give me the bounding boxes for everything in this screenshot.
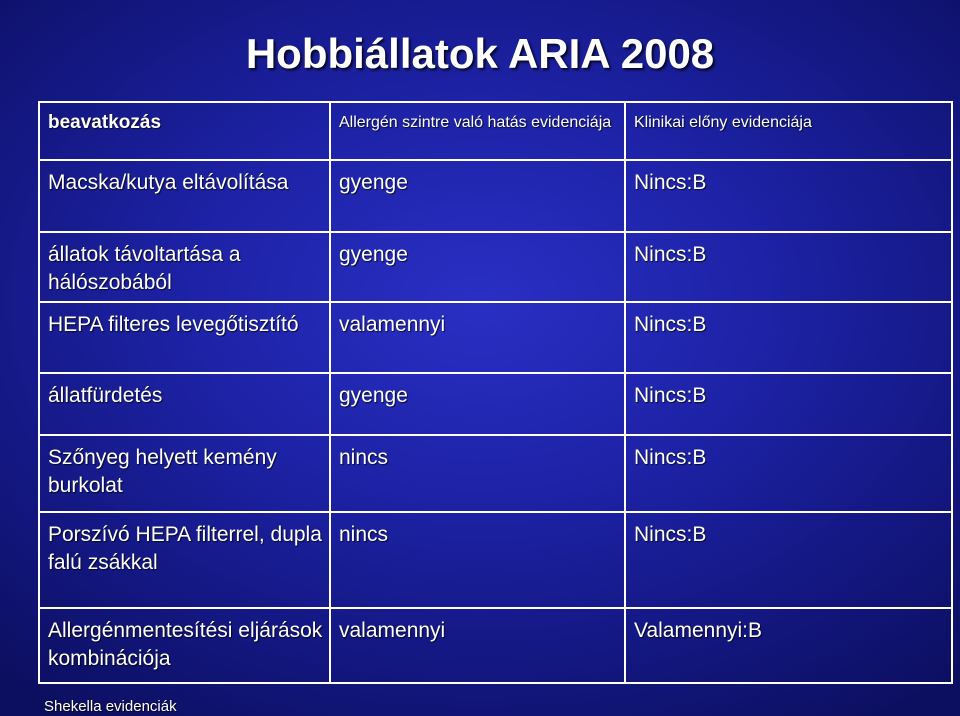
table-cell: Nincs:B bbox=[625, 302, 952, 373]
table-row bbox=[39, 373, 952, 435]
table-row bbox=[39, 160, 952, 232]
table-cell: HEPA filteres levegőtisztító bbox=[39, 302, 330, 373]
table-cell: nincs bbox=[330, 512, 625, 608]
slide-title: Hobbiállatok ARIA 2008 bbox=[245, 30, 715, 77]
table-cell: Macska/kutya eltávolítása bbox=[39, 160, 330, 232]
table-cell: gyenge bbox=[330, 373, 625, 435]
evidence-table bbox=[38, 101, 953, 684]
header-cell-allergen-level: Allergén szintre való hatás evidenciája bbox=[330, 102, 625, 160]
table-row bbox=[39, 435, 952, 512]
table-cell: Nincs:B bbox=[625, 512, 952, 608]
table-row bbox=[39, 302, 952, 373]
table-cell: Porszívó HEPA filterrel, dupla falú zsákkal bbox=[39, 512, 330, 608]
table-cell: Nincs:B bbox=[625, 435, 952, 512]
table-row bbox=[39, 232, 952, 302]
table-row bbox=[39, 608, 952, 683]
table-cell: valamennyi bbox=[330, 302, 625, 373]
table-cell: Nincs:B bbox=[625, 160, 952, 232]
table-cell: Nincs:B bbox=[625, 373, 952, 435]
table-header-row bbox=[39, 102, 952, 160]
table-cell: gyenge bbox=[330, 232, 625, 302]
header-cell-clinical-benefit: Klinikai előny evidenciája bbox=[625, 102, 952, 160]
table-row bbox=[39, 512, 952, 608]
table-cell: Allergénmentesítési eljárások kombinációja bbox=[39, 608, 330, 683]
table-cell: állatok távoltartása a hálószobából bbox=[39, 232, 330, 302]
table-cell: Szőnyeg helyett kemény burkolat bbox=[39, 435, 330, 512]
table-cell: Valamennyi:B bbox=[625, 608, 952, 683]
slide-footer-note: Shekella evidenciák bbox=[44, 698, 177, 715]
table-cell: állatfürdetés bbox=[39, 373, 330, 435]
table-cell: valamennyi bbox=[330, 608, 625, 683]
table-cell: gyenge bbox=[330, 160, 625, 232]
header-cell-intervention: beavatkozás bbox=[39, 102, 330, 160]
table-cell: Nincs:B bbox=[625, 232, 952, 302]
table-cell: nincs bbox=[330, 435, 625, 512]
